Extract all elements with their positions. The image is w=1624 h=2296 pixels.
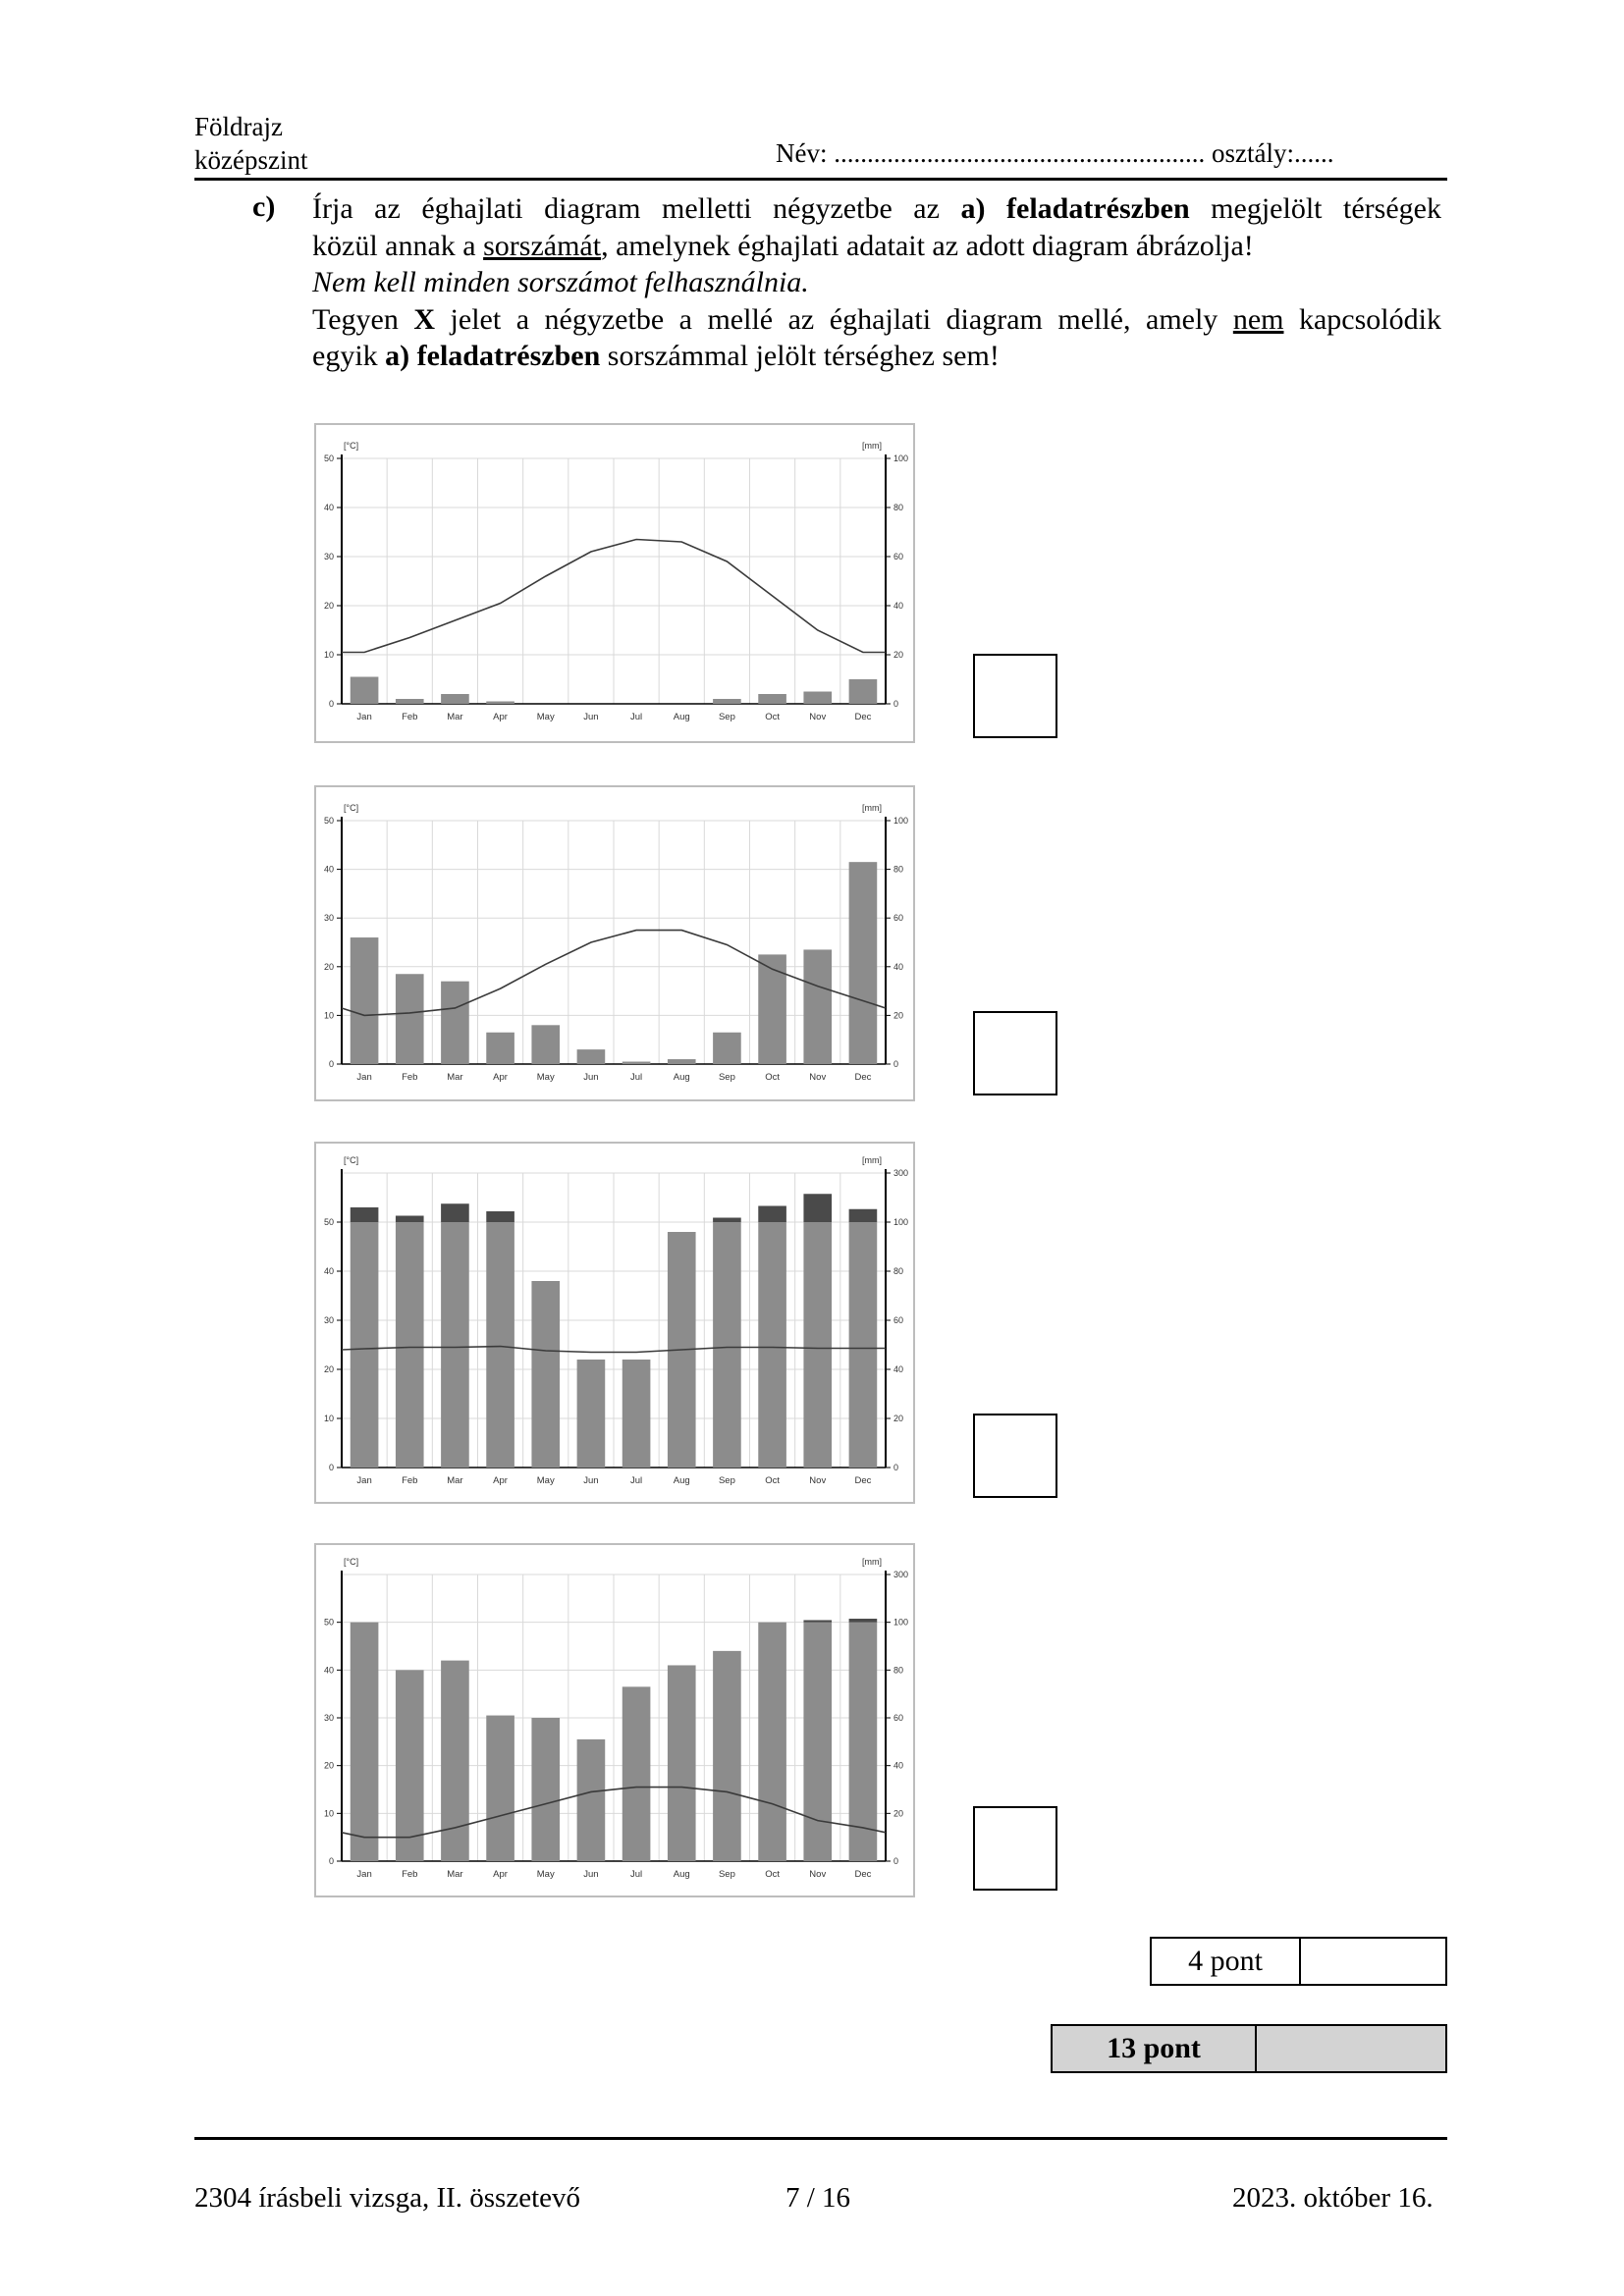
precipitation-bar	[668, 1059, 696, 1064]
name-class-field: Név: ........................................................ osztály:......	[776, 138, 1334, 168]
month-label: Nov	[809, 1869, 827, 1880]
month-label: Jul	[630, 1869, 643, 1880]
month-label: Feb	[402, 1475, 418, 1486]
precipitation-bar-excess	[351, 1207, 379, 1222]
precipitation-tick-label: 60	[893, 913, 904, 924]
month-label: Dec	[854, 712, 872, 722]
precipitation-bar	[803, 949, 832, 1064]
month-label: Mar	[447, 1072, 463, 1083]
month-label: Aug	[673, 1869, 690, 1880]
temperature-tick-label: 30	[323, 1315, 334, 1325]
month-label: Oct	[765, 1869, 780, 1880]
precipitation-bar	[531, 1281, 560, 1468]
temperature-unit-label: [°C]	[344, 441, 359, 451]
precipitation-bar	[849, 1623, 878, 1861]
temperature-tick-label: 30	[323, 552, 334, 561]
precipitation-bar-excess	[441, 1203, 469, 1222]
precipitation-tick-label: 80	[893, 864, 904, 875]
month-label: Aug	[673, 1072, 690, 1083]
climate-chart-svg	[316, 1144, 913, 1502]
temperature-tick-label: 50	[323, 1217, 334, 1227]
text: megjelölt térségek	[1189, 192, 1441, 225]
points-label: 4 pont	[1152, 1939, 1301, 1984]
precipitation-tick-label: 300	[893, 1168, 909, 1178]
text: Tegyen	[312, 302, 414, 336]
text: sorszámmal jelölt térséghez sem!	[600, 340, 1000, 372]
month-label: May	[536, 1072, 555, 1083]
precipitation-bar	[849, 862, 878, 1064]
temperature-tick-label: 0	[328, 1463, 334, 1472]
precipitation-bar	[351, 1623, 379, 1861]
precipitation-bar	[713, 699, 741, 704]
total-label: 13 pont	[1053, 2026, 1257, 2071]
temperature-tick-label: 50	[323, 816, 334, 826]
temperature-tick-label: 20	[323, 1364, 334, 1374]
precipitation-bar	[351, 1222, 379, 1468]
precipitation-bar	[758, 1623, 786, 1861]
month-label: Mar	[447, 1869, 463, 1880]
precipitation-tick-label: 0	[893, 1856, 899, 1866]
precipitation-bar-excess	[849, 1209, 878, 1222]
precipitation-bar	[713, 1222, 741, 1468]
text: kapcsolódik	[1283, 302, 1441, 336]
precipitation-tick-label: 100	[893, 1617, 909, 1628]
precipitation-tick-label: 0	[893, 1059, 899, 1069]
precipitation-bar	[758, 1222, 786, 1468]
precipitation-bar	[441, 1222, 469, 1468]
temperature-tick-label: 20	[323, 1760, 334, 1771]
climate-chart-2	[314, 785, 915, 1101]
precipitation-bar	[577, 1739, 606, 1861]
month-label: Nov	[809, 712, 827, 722]
precipitation-bar-excess	[486, 1211, 514, 1222]
precipitation-bar	[351, 677, 379, 705]
temperature-tick-label: 30	[323, 913, 334, 924]
precipitation-bar	[351, 937, 379, 1064]
temperature-tick-label: 10	[323, 1808, 334, 1819]
answer-box-2[interactable]	[973, 1011, 1057, 1095]
temperature-tick-label: 10	[323, 650, 334, 660]
temperature-tick-label: 50	[323, 1617, 334, 1628]
precipitation-unit-label: [mm]	[862, 1557, 882, 1567]
precipitation-bar	[713, 1033, 741, 1064]
month-label: Jan	[356, 1869, 372, 1880]
temperature-tick-label: 40	[323, 1266, 334, 1276]
text-italic: Nem kell minden sorszámot felhasználnia.	[312, 266, 809, 298]
precipitation-tick-label: 0	[893, 699, 899, 709]
climate-chart-4	[314, 1543, 915, 1897]
precipitation-bar	[803, 1623, 832, 1861]
text: Írja az éghajlati diagram melletti négyzetbe az	[312, 192, 961, 225]
precipitation-unit-label: [mm]	[862, 441, 882, 451]
precipitation-bar	[396, 974, 424, 1064]
temperature-tick-label: 10	[323, 1414, 334, 1423]
precipitation-bar	[486, 1033, 514, 1064]
precipitation-tick-label: 300	[893, 1570, 909, 1579]
footer-page-number: 7 / 16	[785, 2182, 851, 2214]
precipitation-bar	[577, 1049, 606, 1064]
month-label: May	[536, 1475, 555, 1486]
precipitation-bar	[531, 1025, 560, 1064]
text: jelet a négyzetbe a mellé az éghajlati diagram mellé, amely	[435, 302, 1233, 336]
climate-chart-1	[314, 423, 915, 743]
precipitation-bar	[486, 702, 514, 705]
month-label: Oct	[765, 1475, 780, 1486]
total-table	[1051, 2024, 1447, 2073]
month-label: May	[536, 1869, 555, 1880]
temperature-tick-label: 0	[328, 1856, 334, 1866]
precipitation-tick-label: 20	[893, 1010, 904, 1021]
month-label: Jan	[356, 712, 372, 722]
precipitation-bar-excess	[803, 1620, 832, 1622]
month-label: Nov	[809, 1475, 827, 1486]
precipitation-tick-label: 60	[893, 552, 904, 561]
month-label: Aug	[673, 712, 690, 722]
month-label: Apr	[493, 1475, 508, 1486]
temperature-tick-label: 10	[323, 1010, 334, 1021]
level-label: középszint	[194, 145, 308, 175]
climate-chart-svg	[316, 787, 913, 1099]
precipitation-bar	[623, 1062, 651, 1064]
month-label: Nov	[809, 1072, 827, 1083]
precipitation-tick-label: 80	[893, 1665, 904, 1676]
precipitation-bar	[668, 1665, 696, 1861]
month-label: Jul	[630, 1072, 643, 1083]
precipitation-bar	[758, 694, 786, 704]
precipitation-unit-label: [mm]	[862, 1155, 882, 1165]
month-label: Dec	[854, 1072, 872, 1083]
text-underlined: sorszámát	[483, 229, 602, 262]
month-label: Apr	[493, 712, 508, 722]
month-label: Dec	[854, 1869, 872, 1880]
precipitation-unit-label: [mm]	[862, 803, 882, 813]
precipitation-bar	[713, 1651, 741, 1861]
precipitation-tick-label: 80	[893, 1266, 904, 1276]
precipitation-bar-excess	[758, 1206, 786, 1223]
temperature-tick-label: 30	[323, 1713, 334, 1723]
precipitation-bar	[531, 1718, 560, 1861]
month-label: Oct	[765, 1072, 780, 1083]
month-label: Mar	[447, 1475, 463, 1486]
month-label: Jun	[583, 1072, 599, 1083]
precipitation-tick-label: 60	[893, 1315, 904, 1325]
month-label: Apr	[493, 1869, 508, 1880]
precipitation-tick-label: 40	[893, 1760, 904, 1771]
precipitation-bar-excess	[396, 1216, 424, 1223]
precipitation-bar	[441, 1661, 469, 1861]
temperature-tick-label: 50	[323, 454, 334, 463]
text: közül annak a	[312, 229, 484, 262]
precipitation-bar	[396, 699, 424, 704]
footer-rule	[194, 2137, 1447, 2140]
month-label: Feb	[402, 1072, 418, 1083]
temperature-unit-label: [°C]	[344, 803, 359, 813]
precipitation-bar	[396, 1222, 424, 1468]
task-instructions	[312, 190, 1441, 375]
month-label: Sep	[718, 1869, 735, 1880]
temperature-tick-label: 0	[328, 1059, 334, 1069]
month-label: Dec	[854, 1475, 872, 1486]
precipitation-bar	[441, 982, 469, 1064]
month-label: Jan	[356, 1072, 372, 1083]
temperature-tick-label: 40	[323, 1665, 334, 1676]
precipitation-bar	[396, 1670, 424, 1861]
climate-chart-svg	[316, 425, 913, 741]
precipitation-bar	[623, 1686, 651, 1861]
text-bold: X	[413, 302, 436, 336]
month-label: Feb	[402, 1869, 418, 1880]
text: , amelynek éghajlati adatait az adott diagram ábrázolja!	[601, 229, 1254, 262]
precipitation-tick-label: 40	[893, 601, 904, 611]
climate-chart-3	[314, 1142, 915, 1504]
month-label: Feb	[402, 712, 418, 722]
header-rule	[194, 178, 1447, 181]
temperature-unit-label: [°C]	[344, 1557, 359, 1567]
climate-chart-svg	[316, 1545, 913, 1896]
precipitation-bar	[486, 1222, 514, 1468]
subject-label: Földrajz	[194, 112, 283, 141]
precipitation-tick-label: 20	[893, 1414, 904, 1423]
precipitation-bar	[803, 692, 832, 705]
month-label: Aug	[673, 1475, 690, 1486]
month-label: Jun	[583, 712, 599, 722]
temperature-tick-label: 0	[328, 699, 334, 709]
precipitation-tick-label: 100	[893, 454, 909, 463]
month-label: Jan	[356, 1475, 372, 1486]
month-label: Apr	[493, 1072, 508, 1083]
temperature-tick-label: 40	[323, 864, 334, 875]
precipitation-tick-label: 0	[893, 1463, 899, 1472]
precipitation-bar-excess	[849, 1619, 878, 1623]
month-label: Jul	[630, 1475, 643, 1486]
precipitation-tick-label: 20	[893, 1808, 904, 1819]
answer-box-4[interactable]	[973, 1806, 1057, 1891]
month-label: Jun	[583, 1475, 599, 1486]
precipitation-bar	[441, 694, 469, 704]
temperature-tick-label: 20	[323, 601, 334, 611]
answer-box-3[interactable]	[973, 1414, 1057, 1498]
month-label: Mar	[447, 712, 463, 722]
task-label: c)	[252, 190, 276, 223]
text-underlined: nem	[1232, 302, 1284, 336]
month-label: Sep	[718, 1475, 735, 1486]
temperature-tick-label: 40	[323, 503, 334, 512]
precipitation-tick-label: 100	[893, 1217, 909, 1227]
precipitation-tick-label: 20	[893, 650, 904, 660]
precipitation-bar	[623, 1360, 651, 1468]
precipitation-bar	[577, 1360, 606, 1468]
precipitation-tick-label: 40	[893, 961, 904, 972]
footer-date: 2023. október 16.	[1232, 2182, 1434, 2214]
precipitation-bar	[849, 1222, 878, 1468]
precipitation-tick-label: 80	[893, 503, 904, 512]
precipitation-bar	[486, 1716, 514, 1861]
month-label: Sep	[718, 712, 735, 722]
points-table	[1150, 1937, 1447, 1986]
precipitation-bar	[803, 1222, 832, 1468]
text-bold: a) feladatrészben	[960, 192, 1190, 225]
footer-exam: 2304 írásbeli vizsga, II. összetevő	[194, 2182, 581, 2214]
month-label: Oct	[765, 712, 780, 722]
month-label: Sep	[718, 1072, 735, 1083]
answer-box-1[interactable]	[973, 654, 1057, 738]
text: egyik	[312, 340, 386, 372]
precipitation-tick-label: 40	[893, 1364, 904, 1374]
text-bold: a) feladatrészben	[385, 340, 601, 372]
month-label: Jun	[583, 1869, 599, 1880]
temperature-tick-label: 20	[323, 961, 334, 972]
points-input-cell[interactable]	[1301, 1939, 1445, 1984]
precipitation-bar-excess	[803, 1194, 832, 1222]
precipitation-tick-label: 60	[893, 1713, 904, 1723]
month-label: May	[536, 712, 555, 722]
precipitation-bar-excess	[713, 1218, 741, 1223]
precipitation-tick-label: 100	[893, 816, 909, 826]
month-label: Jul	[630, 712, 643, 722]
temperature-unit-label: [°C]	[344, 1155, 359, 1165]
precipitation-bar	[849, 679, 878, 704]
precipitation-bar	[758, 954, 786, 1064]
total-input-cell[interactable]	[1257, 2026, 1445, 2071]
